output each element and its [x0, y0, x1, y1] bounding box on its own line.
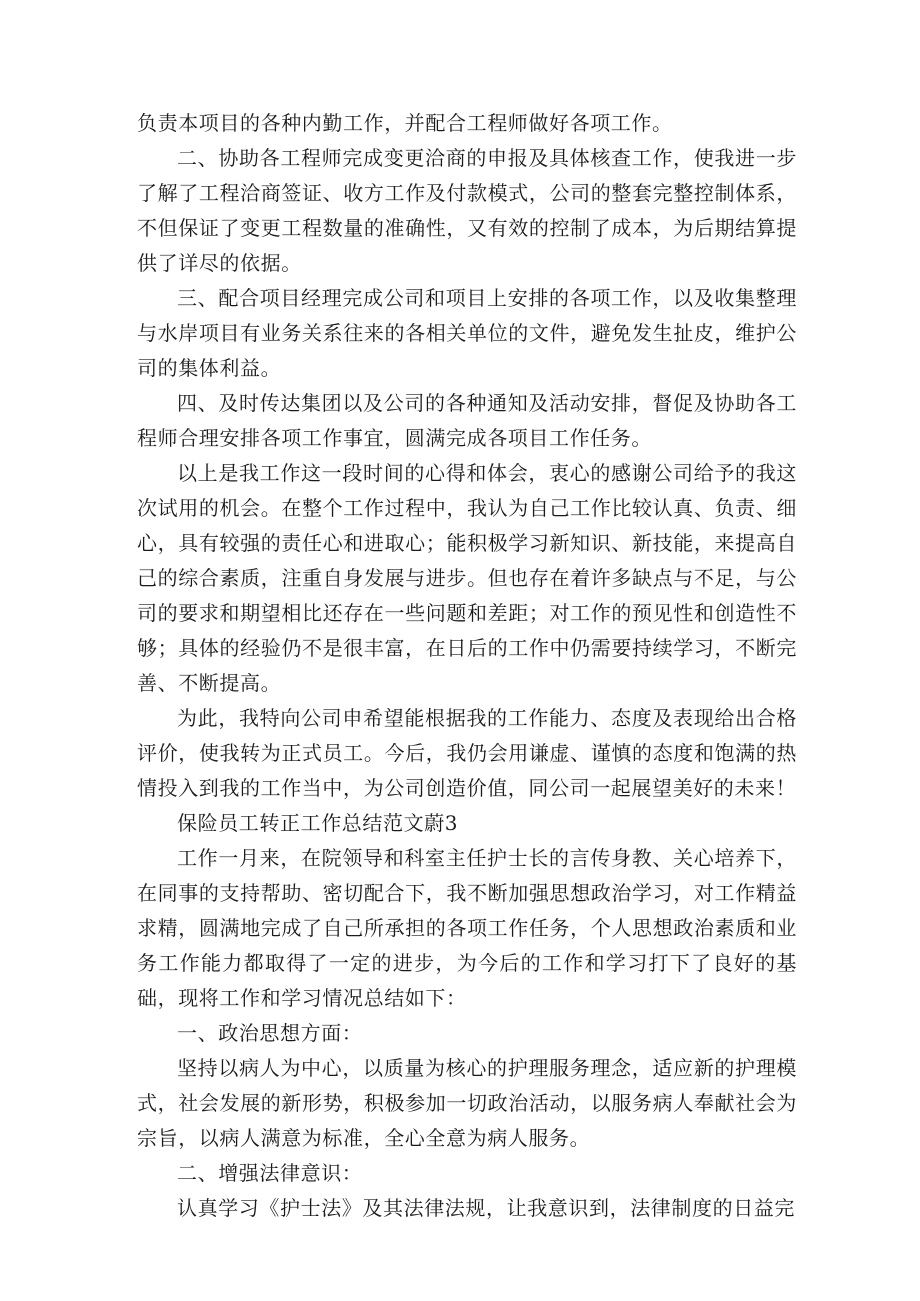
document-body: [137, 106, 797, 1226]
section-title: 保险员工转正工作总结范文蔚3: [177, 811, 459, 835]
paragraph-politics: 坚持以病人为中心，以质量为核心的护理服务理念，适应新的护理模式，社会发展的新形势，积极参加一切政治活动，以服务病人奉献社会为宗旨，以病人满意为标准，全心全意为病人服务。: [137, 1056, 797, 1150]
subheading-law: 二、增强法律意识：: [177, 1161, 363, 1185]
paragraph-item-three: 三、配合项目经理完成公司和项目上安排的各项工作，以及收集整理与水岸项目有业务关系往来的各相关单位的文件，避免发生扯皮，维护公司的集体利益。: [137, 286, 797, 380]
paragraph-summary: 以上是我工作这一段时间的心得和体会，衷心的感谢公司给予的我这次试用的机会。在整个工作过程中，我认为自己工作比较认真、负责、细心，具有较强的责任心和进取心；能积极学习新知识、新技能，来提高自己的综合素质，注重自身发展与进步。但也存在着许多缺点与不足，与公司的要求和期望相比还存在一些问题和差距；对工作的预见性和创造性不够；具体的经验仍不是很丰富，在日后的工作中仍需要持续学习，不断完善、不断提高。: [137, 461, 797, 695]
paragraph-item-four: 四、及时传达集团以及公司的各种通知及活动安排，督促及协助各工程师合理安排各项工作事宜，圆满完成各项目工作任务。: [137, 391, 797, 450]
subheading-politics: 一、政治思想方面：: [177, 1021, 363, 1045]
paragraph-intro: 工作一月来，在院领导和科室主任护士长的言传身教、关心培养下，在同事的支持帮助、密切配合下，我不断加强思想政治学习，对工作精益求精，圆满地完成了自己所承担的各项工作任务，个人思想政治素质和业务工作能力都取得了一定的进步，为今后的工作和学习打下了良好的基础，现将工作和学习情况总结如下：: [137, 846, 797, 1010]
paragraph-request: 为此，我特向公司申希望能根据我的工作能力、态度及表现给出合格评价，使我转为正式员工。今后，我仍会用谦虚、谨慎的态度和饱满的热情投入到我的工作当中，为公司创造价值，同公司一起展望美好的未来！: [137, 706, 797, 800]
paragraph-continuation: 负责本项目的各种内勤工作，并配合工程师做好各项工作。: [137, 111, 673, 135]
paragraph-item-two: 二、协助各工程师完成变更洽商的申报及具体核查工作，使我进一步了解了工程洽商签证、收方工作及付款模式，公司的整套完整控制体系，不但保证了变更工程数量的准确性，又有效的控制了成本，为后期结算提供了详尽的依据。: [137, 146, 797, 275]
paragraph-law: 认真学习《护士法》及其法律法规，让我意识到，法律制度的日益完: [177, 1196, 795, 1220]
